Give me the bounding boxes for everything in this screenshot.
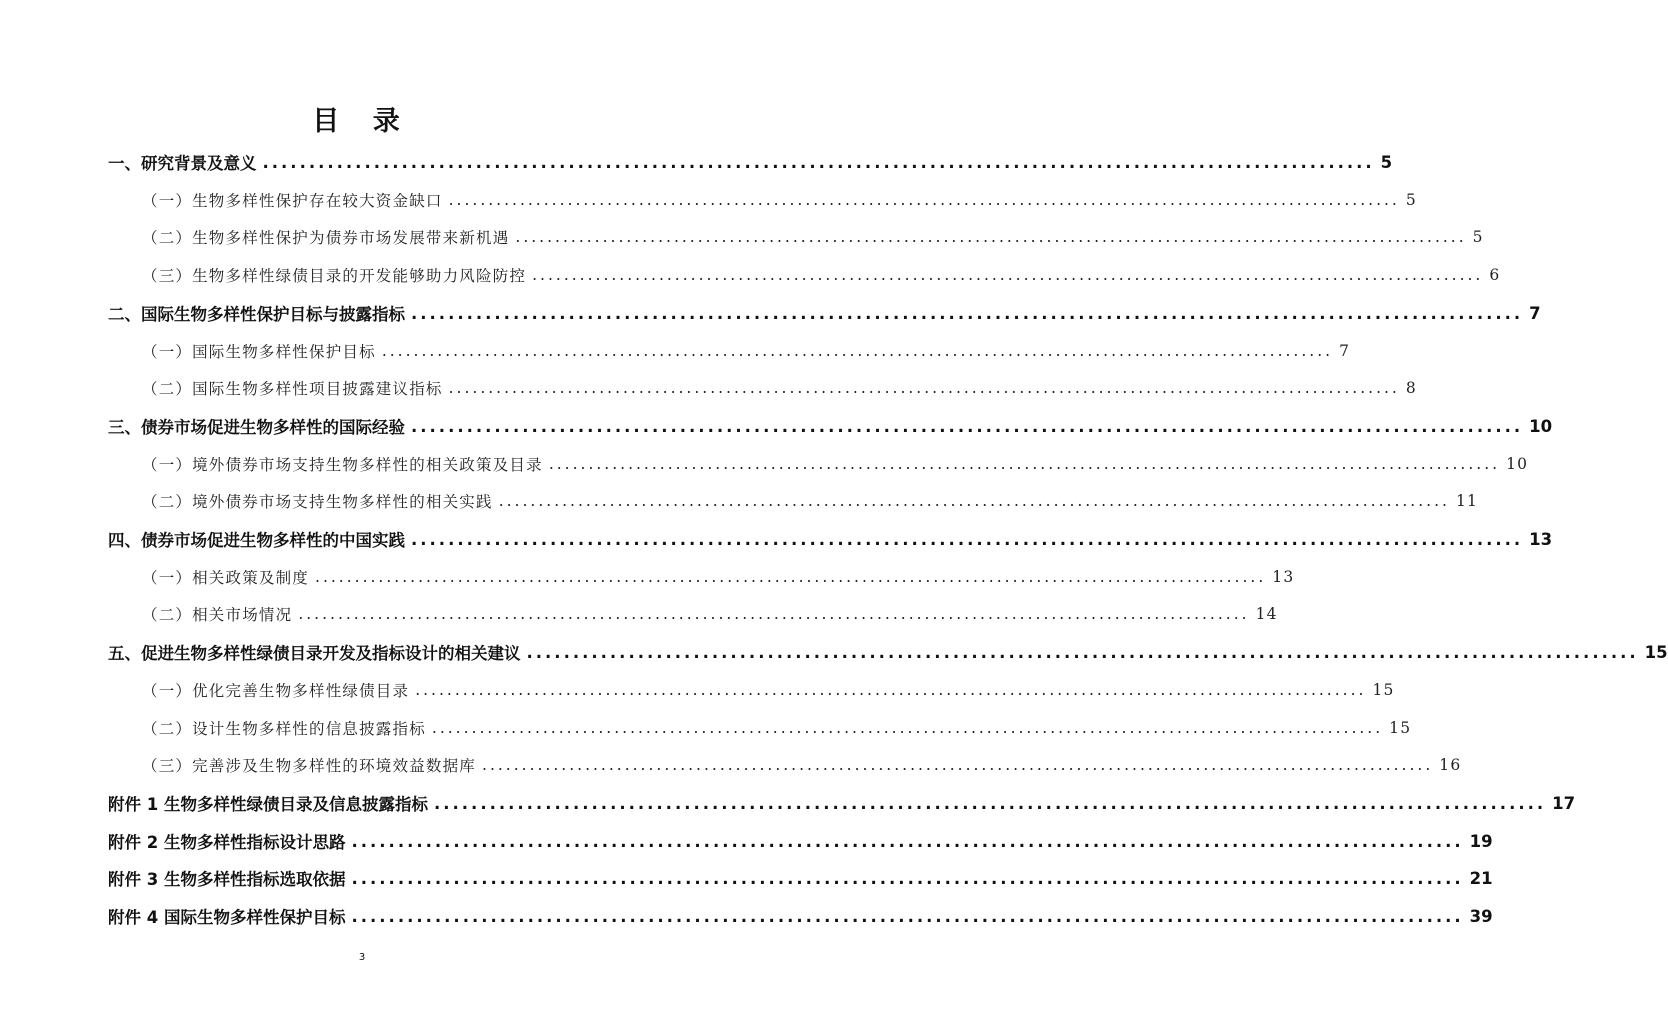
toc-entry-title: （一）相关政策及制度 xyxy=(142,569,310,587)
toc-entry-title: （三）生物多样性绿债目录的开发能够助力风险防控 xyxy=(142,267,527,285)
toc-entry[interactable] xyxy=(108,412,1553,440)
toc-entry-title: （二）境外债券市场支持生物多样性的相关实践 xyxy=(142,493,493,511)
toc-entry-page: 15 xyxy=(1389,719,1412,737)
toc-entry-title: 附件 2 生物多样性指标设计思路 xyxy=(108,833,346,852)
toc-leader-dots: ........................................................................................................................ xyxy=(262,152,1375,172)
toc-leader-dots: ........................................................................................................................ xyxy=(433,793,1547,813)
toc-entry-page: 19 xyxy=(1469,831,1493,851)
toc-leader-dots: ........................................................................................................................ xyxy=(548,455,1501,473)
toc-leader-dots: ........................................................................................................................ xyxy=(498,492,1450,510)
toc-leader-dots: ........................................................................................................................ xyxy=(381,342,1334,360)
toc-entry[interactable] xyxy=(108,902,1493,930)
toc-entry[interactable] xyxy=(108,299,1541,327)
toc-entry[interactable] xyxy=(142,563,1295,591)
toc-entry[interactable] xyxy=(108,148,1393,176)
toc-leader-dots: ........................................................................................................................ xyxy=(351,906,1464,926)
toc-leader-dots: ........................................................................................................................ xyxy=(351,831,1464,851)
toc-entry-page: 21 xyxy=(1469,868,1493,888)
page-title: 目 录 xyxy=(312,106,412,137)
toc-entry-title: （二）设计生物多样性的信息披露指标 xyxy=(142,720,426,738)
toc-leader-dots: ........................................................................................................................ xyxy=(315,568,1267,586)
toc-leader-dots: ........................................................................................................................ xyxy=(411,303,1524,323)
toc-leader-dots: ........................................................................................................................ xyxy=(298,605,1250,623)
toc-entry[interactable] xyxy=(142,600,1278,628)
toc-entry-title: 附件 3 生物多样性指标选取依据 xyxy=(108,870,346,889)
toc-entry-page: 10 xyxy=(1506,455,1529,473)
toc-entry-title: 五、促进生物多样性绿债目录开发及指标设计的相关建议 xyxy=(108,644,521,663)
toc-entry-title: 二、国际生物多样性保护目标与披露指标 xyxy=(108,305,405,324)
toc-entry-page: 7 xyxy=(1339,342,1351,360)
toc-entry-page: 39 xyxy=(1469,906,1493,926)
toc-entry-page: 5 xyxy=(1380,152,1393,172)
toc-entry[interactable] xyxy=(142,337,1351,365)
toc-entry[interactable] xyxy=(108,638,1668,666)
toc-entry[interactable] xyxy=(142,374,1417,402)
toc-leader-dots: ........................................................................................................................ xyxy=(532,266,1484,284)
toc-entry-title: 四、债券市场促进生物多样性的中国实践 xyxy=(108,531,405,550)
toc-entry-page: 7 xyxy=(1529,303,1541,323)
toc-entry[interactable] xyxy=(108,525,1553,553)
toc-leader-dots: ........................................................................................................................ xyxy=(411,529,1524,549)
toc-entry[interactable] xyxy=(142,261,1501,289)
toc-entry-page: 8 xyxy=(1405,379,1417,397)
toc-entry-title: （一）境外债券市场支持生物多样性的相关政策及目录 xyxy=(142,456,543,474)
toc-entry[interactable] xyxy=(108,864,1493,892)
toc-entry[interactable] xyxy=(108,827,1493,855)
toc-entry-title: 附件 1 生物多样性绿债目录及信息披露指标 xyxy=(108,795,428,814)
toc-entry-title: （三）完善涉及生物多样性的环境效益数据库 xyxy=(142,757,477,775)
toc-leader-dots: ........................................................................................................................ xyxy=(351,868,1464,888)
toc-entry[interactable] xyxy=(142,714,1412,742)
toc-entry-title: （一）生物多样性保护存在较大资金缺口 xyxy=(142,192,443,210)
toc-entry[interactable] xyxy=(142,487,1479,515)
toc-entry[interactable] xyxy=(142,450,1529,478)
toc-leader-dots: ........................................................................................................................ xyxy=(448,191,1400,209)
toc-leader-dots: ........................................................................................................................ xyxy=(515,228,1467,246)
toc-leader-dots: ........................................................................................................................ xyxy=(415,681,1367,699)
toc-entry-page: 10 xyxy=(1529,416,1553,436)
toc-entry-title: （一）国际生物多样性保护目标 xyxy=(142,343,376,361)
toc-entry-title: 附件 4 国际生物多样性保护目标 xyxy=(108,908,346,927)
toc-entry[interactable] xyxy=(142,223,1484,251)
toc-entry-page: 13 xyxy=(1272,568,1295,586)
toc-entry-title: （二）国际生物多样性项目披露建议指标 xyxy=(142,380,443,398)
toc-entry-page: 11 xyxy=(1455,492,1479,510)
toc-entry-page: 5 xyxy=(1405,191,1417,209)
toc-entry-page: 15 xyxy=(1644,642,1668,662)
toc-entry[interactable] xyxy=(142,751,1462,779)
page-number: 3 xyxy=(358,952,366,963)
toc-entry-title: （一）优化完善生物多样性绿债目录 xyxy=(142,682,410,700)
toc-leader-dots: ........................................................................................................................ xyxy=(448,379,1400,397)
toc-entry-page: 16 xyxy=(1439,756,1462,774)
toc-leader-dots: ........................................................................................................................ xyxy=(482,756,1434,774)
toc-entry-page: 6 xyxy=(1489,266,1501,284)
toc-entry-page: 13 xyxy=(1529,529,1553,549)
toc-leader-dots: ........................................................................................................................ xyxy=(411,416,1524,436)
toc-entry-title: 三、债券市场促进生物多样性的国际经验 xyxy=(108,418,405,437)
toc-entry[interactable] xyxy=(142,676,1395,704)
toc-entry-title: 一、研究背景及意义 xyxy=(108,154,257,173)
toc-leader-dots: ........................................................................................................................ xyxy=(526,642,1639,662)
toc-entry-page: 17 xyxy=(1552,793,1576,813)
toc-entry-title: （二）生物多样性保护为债券市场发展带来新机遇 xyxy=(142,229,510,247)
toc-entry[interactable] xyxy=(108,789,1576,817)
toc-entry[interactable] xyxy=(142,186,1417,214)
toc-entry-title: （二）相关市场情况 xyxy=(142,606,293,624)
toc-entry-page: 14 xyxy=(1255,605,1278,623)
toc-entry-page: 5 xyxy=(1472,228,1484,246)
toc-entry-page: 15 xyxy=(1372,681,1395,699)
toc-leader-dots: ........................................................................................................................ xyxy=(431,719,1384,737)
